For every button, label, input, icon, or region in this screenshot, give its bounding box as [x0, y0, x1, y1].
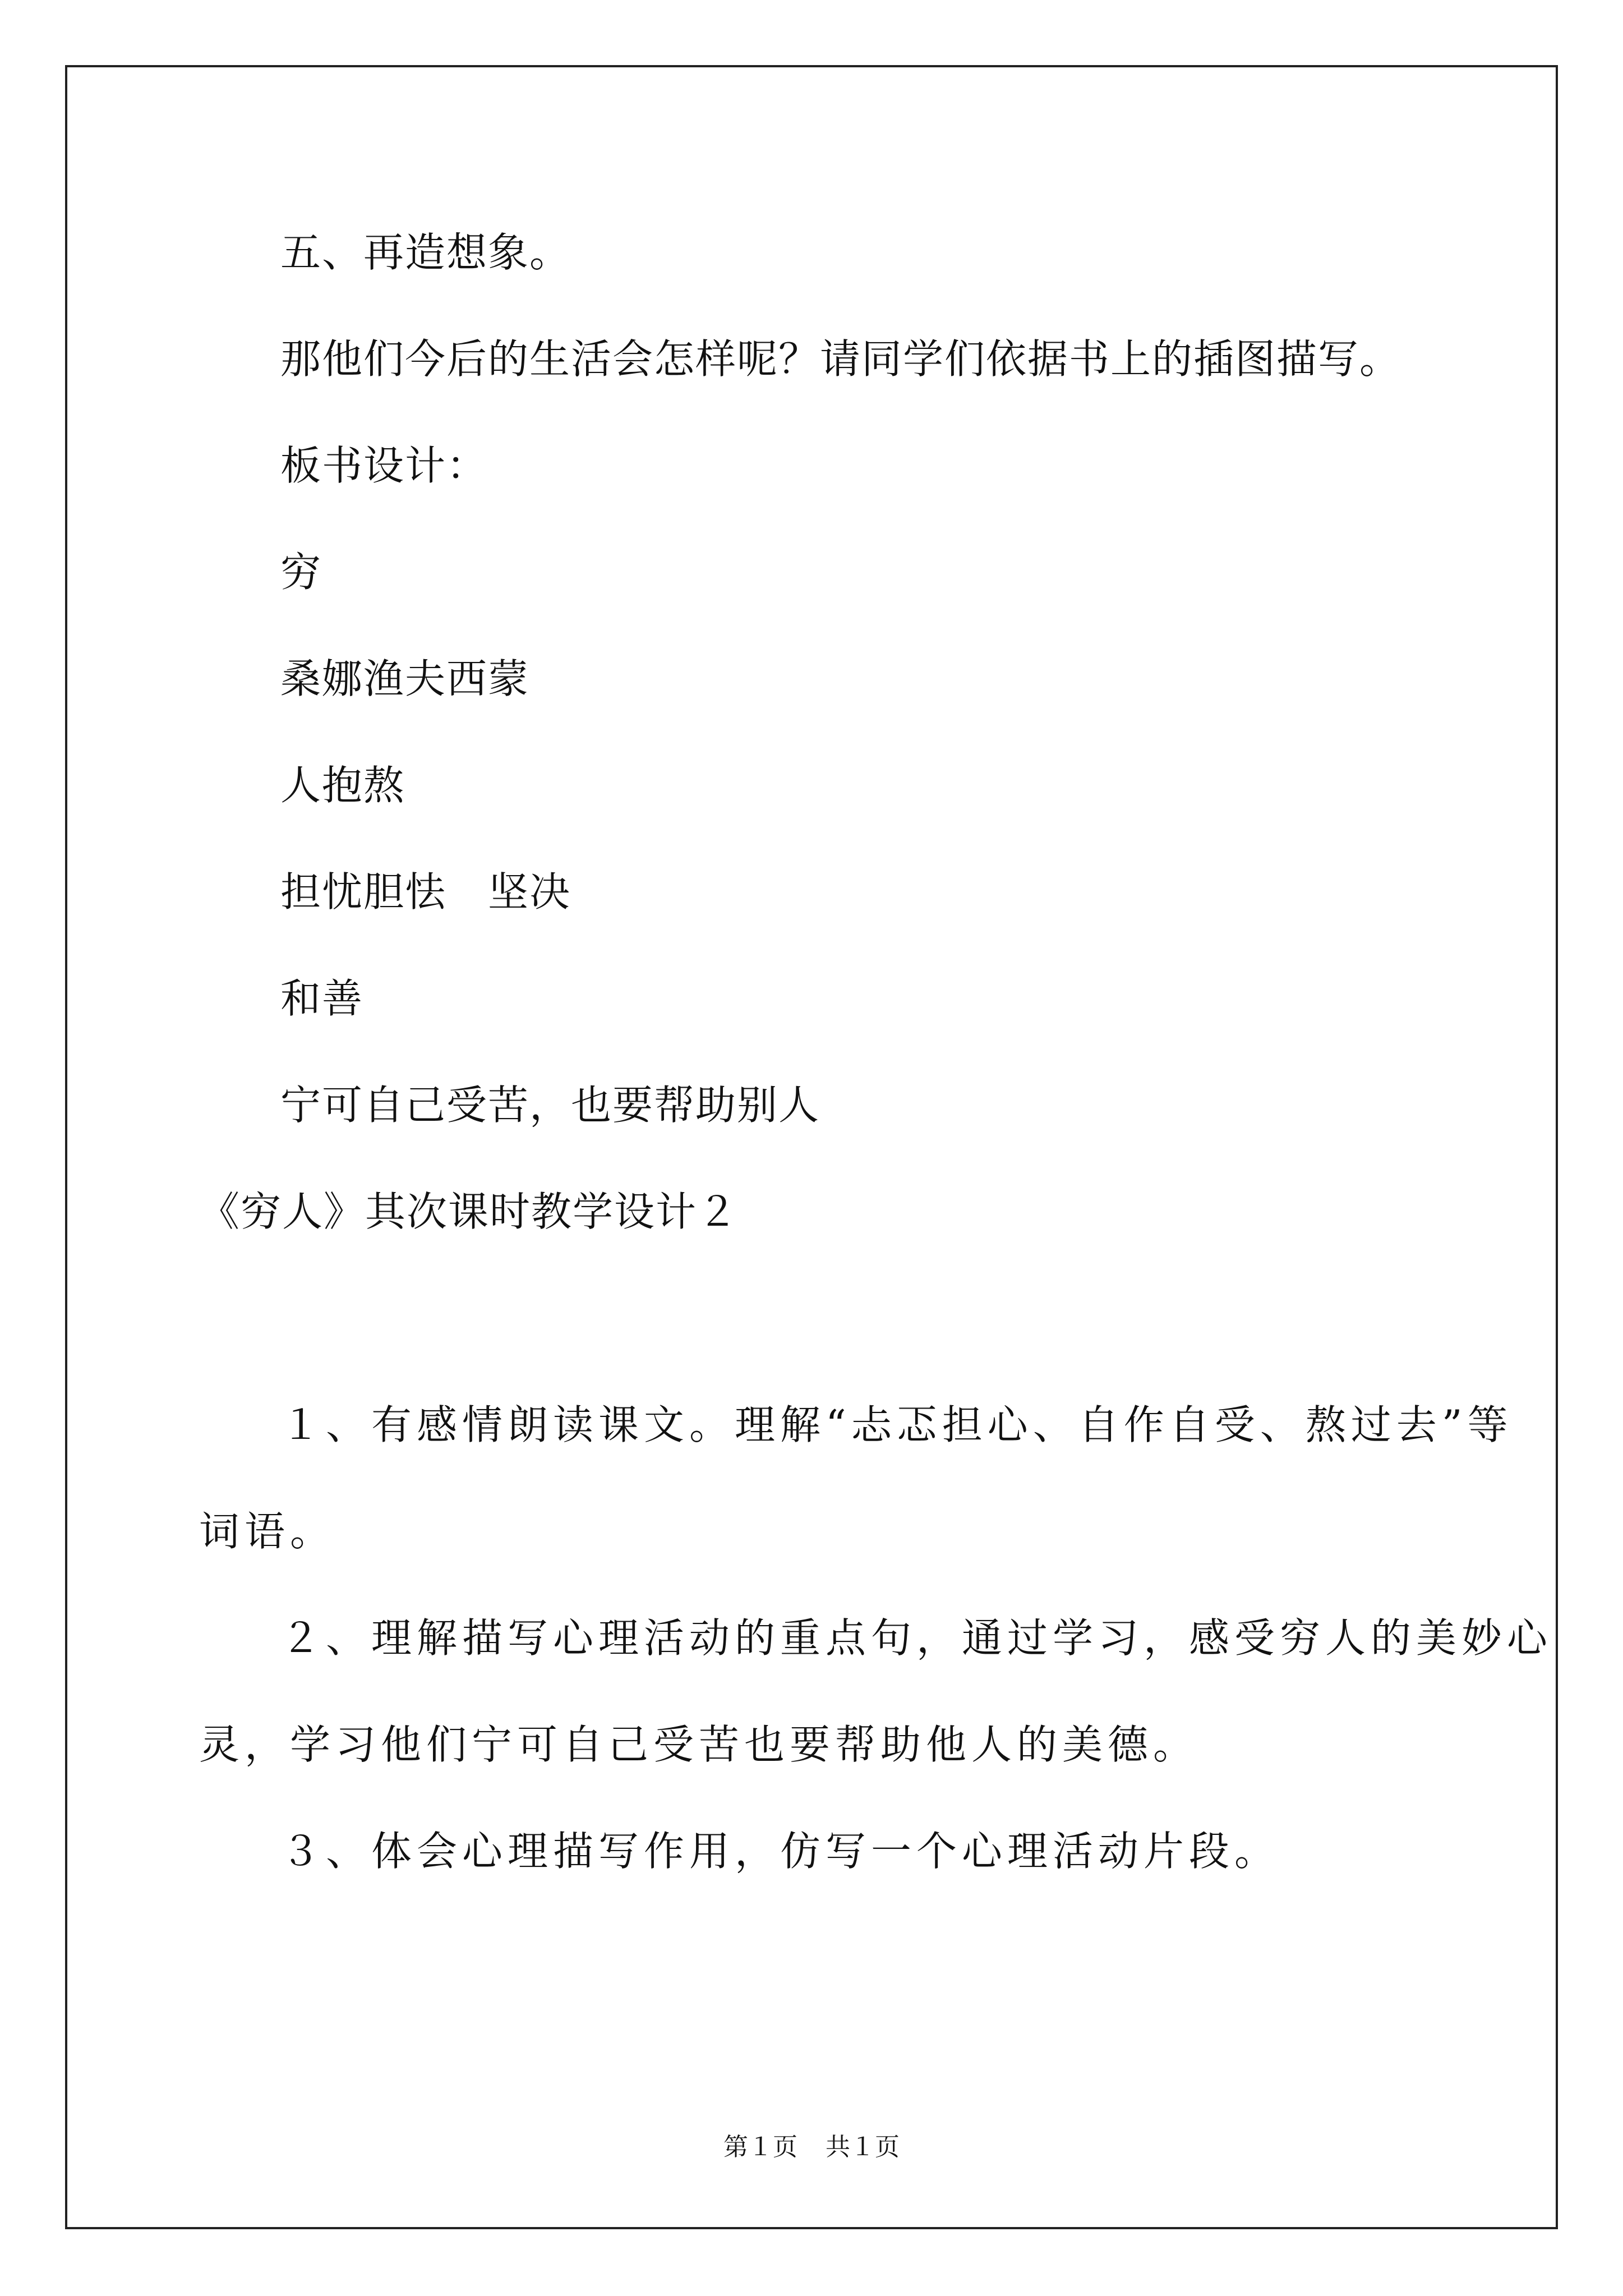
- section-title: 《穷人》其次课时教学设计２: [199, 1188, 739, 1235]
- board-line-4: 担忧胆怯 坚决: [280, 868, 571, 915]
- paragraph-question: 那他们今后的生活会怎样呢？请同学们依据书上的插图描写。: [280, 335, 1401, 383]
- board-line-3: 人抱熬: [280, 762, 405, 809]
- page-current: 第１页: [723, 2133, 797, 2161]
- page-footer: [0, 2132, 1623, 2163]
- objective-2: ２、理解描写心理活动的重点句，通过学习，感受穷人的美妙心: [280, 1614, 1553, 1662]
- objective-3: ３、体会心理描写作用，仿写一个心理活动片段。: [280, 1828, 1280, 1875]
- objective-2-continued: 灵，学习他们宁可自己受苦也要帮助他人的美德。: [199, 1721, 1199, 1768]
- page-total: 共１页: [826, 2133, 900, 2161]
- board-line-2: 桑娜渔夫西蒙: [280, 655, 530, 702]
- board-line-5: 和善: [280, 975, 364, 1022]
- heading-reimagine: 五、再造想象。: [280, 229, 571, 276]
- objective-1: １、有感情朗读课文。理解“忐忑担心、自作自受、熬过去”等: [280, 1401, 1513, 1448]
- page-frame: [65, 65, 1558, 2229]
- objective-1-continued: 词语。: [199, 1508, 336, 1555]
- board-line-1: 穷: [280, 549, 322, 596]
- board-line-6: 宁可自己受苦，也要帮助别人: [280, 1082, 820, 1129]
- board-design-label: 板书设计：: [280, 442, 488, 489]
